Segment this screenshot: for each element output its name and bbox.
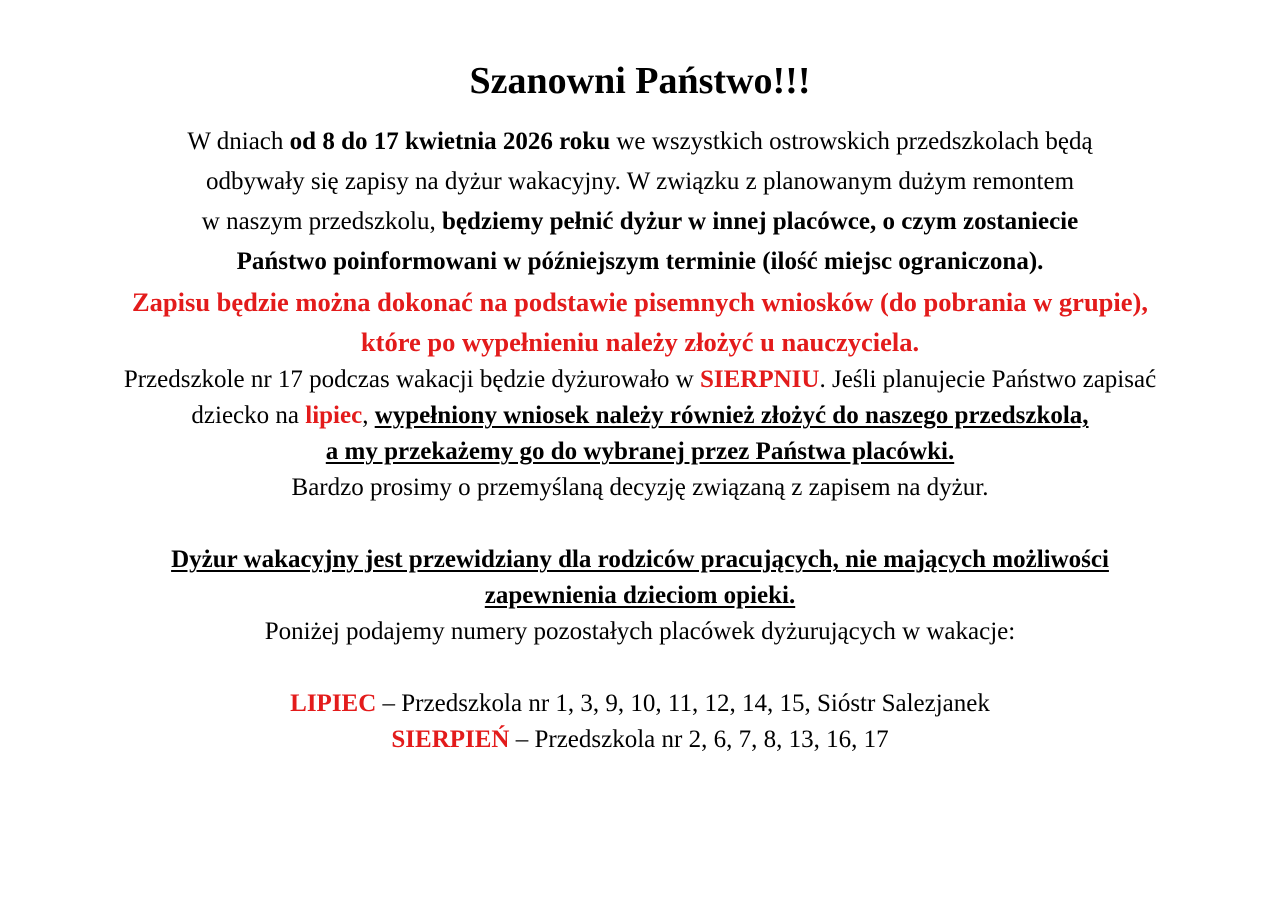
- august-label: SIERPIEŃ: [391, 726, 510, 753]
- august-text: ,: [362, 402, 375, 429]
- august-facilities: – Przedszkola nr 2, 6, 7, 8, 13, 16, 17: [509, 726, 889, 753]
- application-instruction: wypełniony wniosek należy również złożyć do naszego przedszkola,: [374, 402, 1089, 429]
- schedule-july: [0, 686, 1280, 722]
- enrollment-dates: od 8 do 17 kwietnia 2026 roku: [289, 128, 611, 155]
- august-paragraph: [0, 362, 1280, 506]
- spacer: [0, 650, 1280, 686]
- schedule-list: [0, 686, 1280, 758]
- red-notice-line-1: Zapisu będzie można dokonać na podstawie pisemnych wniosków (do pobrania w grupie),: [131, 287, 1148, 317]
- intro-text: W dniach: [187, 128, 290, 155]
- intro-line-1: [0, 122, 1280, 162]
- eligibility-line-2: zapewnienia dzieciom opieki.: [484, 582, 796, 609]
- intro-paragraph: [0, 122, 1280, 282]
- intro-text: we wszystkich ostrowskich przedszkolach będą: [610, 128, 1093, 155]
- july-highlight: lipiec: [305, 402, 363, 429]
- august-highlight: SIERPNIU: [699, 366, 820, 393]
- red-notice: [0, 282, 1280, 362]
- schedule-august: [0, 722, 1280, 758]
- august-line-3: a my przekażemy go do wybranej przez Państwa placówki.: [325, 438, 955, 465]
- red-notice-line-2: które po wypełnieniu należy złożyć u nauczyciela.: [360, 327, 920, 357]
- spacer: [0, 506, 1280, 542]
- july-label: LIPIEC: [290, 690, 377, 717]
- august-line-1: [0, 362, 1280, 398]
- page-title: Szanowni Państwo!!!: [469, 60, 811, 102]
- intro-line-4: Państwo poinformowani w późniejszym terminie (ilość miejsc ograniczona).: [236, 248, 1044, 275]
- intro-line-2: odbywały się zapisy na dyżur wakacyjny. W związku z planowanym dużym remontem: [205, 168, 1075, 195]
- august-line-4: Bardzo prosimy o przemyślaną decyzję związaną z zapisem na dyżur.: [291, 474, 989, 501]
- august-line-2: [0, 398, 1280, 434]
- eligibility-line-1: Dyżur wakacyjny jest przewidziany dla rodziców pracujących, nie mających możliwości: [171, 546, 1109, 573]
- other-facility-notice: będziemy pełnić dyżur w innej placówce, o czym zostaniecie: [441, 208, 1079, 235]
- intro-text: w naszym przedszkolu,: [201, 208, 442, 235]
- eligibility-paragraph: [0, 542, 1280, 650]
- intro-line-3: [0, 202, 1280, 242]
- august-text: dziecko na: [191, 402, 306, 429]
- august-text: Przedszkole nr 17 podczas wakacji będzie dyżurowało w: [123, 366, 700, 393]
- august-text: . Jeśli planujecie Państwo zapisać: [819, 366, 1157, 393]
- july-facilities: – Przedszkola nr 1, 3, 9, 10, 11, 12, 14, 15, Sióstr Salezjanek: [376, 690, 990, 717]
- eligibility-line-3: Poniżej podajemy numery pozostałych placówek dyżurujących w wakacje:: [264, 618, 1016, 645]
